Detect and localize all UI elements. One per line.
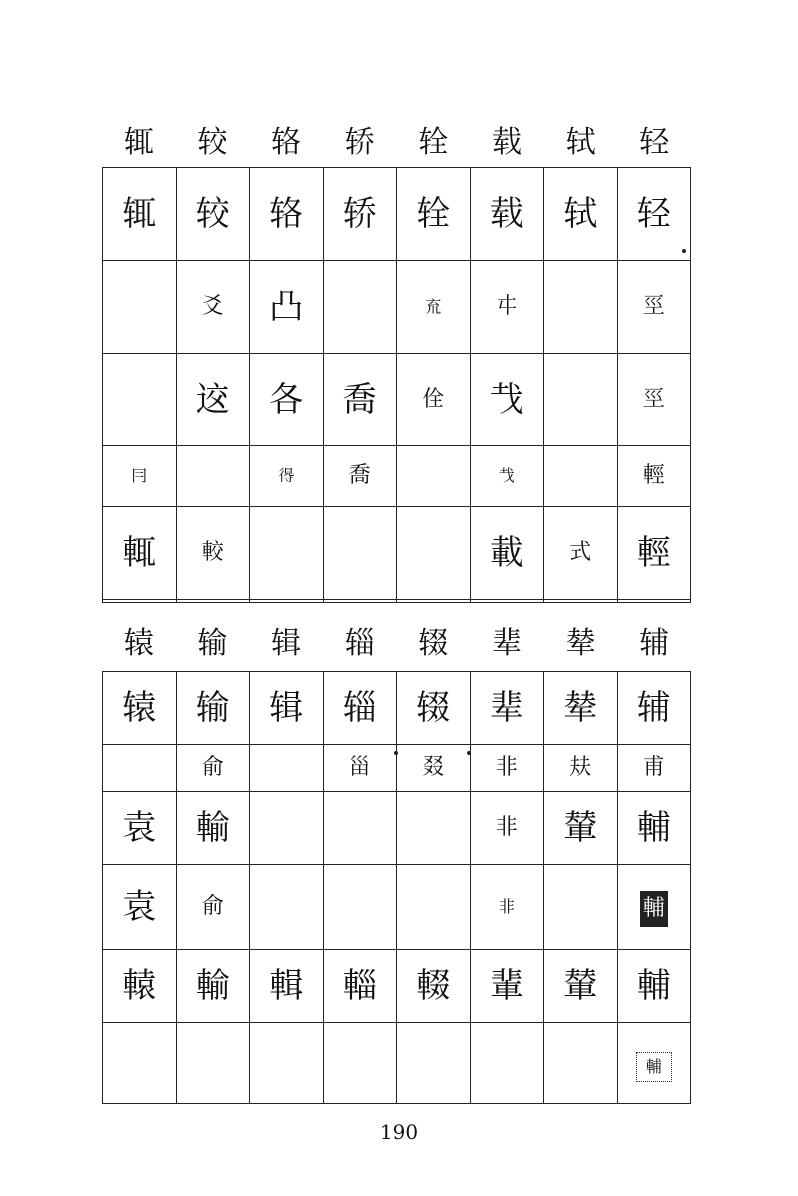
- glyph-cell: [323, 865, 397, 950]
- glyph-cell: [323, 1022, 397, 1103]
- header-char: 轼: [565, 125, 596, 160]
- glyph-cell: 輜: [323, 950, 397, 1023]
- glyph-cell: 输: [176, 672, 250, 745]
- glyph-cell: [250, 1022, 324, 1103]
- header-char: 辑: [271, 626, 302, 661]
- glyph-cell: [544, 600, 618, 603]
- glyph-cell: [250, 792, 324, 865]
- glyph-grid-top: [102, 167, 691, 603]
- glyph-row: [103, 1022, 691, 1103]
- header-char: 输: [197, 626, 228, 661]
- header-char: 辍: [418, 626, 449, 661]
- glyph-cell: 巠: [617, 353, 691, 446]
- glyph-cell: [544, 260, 618, 353]
- header-char: 辈: [491, 626, 522, 661]
- glyph-cell: 𢔶: [250, 446, 324, 507]
- glyph-row: [103, 865, 691, 950]
- glyph-row: [103, 446, 691, 507]
- glyph-cell: 𢦏: [470, 353, 544, 446]
- glyph-cell: 辁: [397, 168, 471, 261]
- glyph-cell: 辅: [617, 672, 691, 745]
- glyph-cell: [544, 865, 618, 950]
- glyph-cell: 載: [470, 507, 544, 600]
- page-number: 190: [379, 1120, 419, 1144]
- glyph-cell: 爻: [176, 260, 250, 353]
- glyph-cell: 㐄: [470, 260, 544, 353]
- glyph-row: [103, 950, 691, 1023]
- glyph-cell: [544, 353, 618, 446]
- glyph-row: [103, 672, 691, 745]
- glyph-row: [103, 792, 691, 865]
- glyph-cell: 辈: [470, 672, 544, 745]
- glyph-cell: [103, 260, 177, 353]
- glyph-cell: 轿: [323, 168, 397, 261]
- glyph-cell: 輔: [617, 792, 691, 865]
- glyph-cell: 非: [470, 792, 544, 865]
- header-char: 辇: [565, 626, 596, 661]
- glyph-cell: 輦: [544, 950, 618, 1023]
- glyph-row: [103, 353, 691, 446]
- glyph-cell: 辂: [250, 168, 324, 261]
- glyph-cell: [397, 507, 471, 600]
- glyph-cell: 甫: [617, 744, 691, 792]
- glyph-cell: 輸: [176, 950, 250, 1023]
- glyph-cell: 各: [250, 353, 324, 446]
- glyph-cell: [323, 792, 397, 865]
- glyph-cell: [323, 260, 397, 353]
- glyph-cell: 俞: [176, 865, 250, 950]
- glyph-cell: 輩: [470, 950, 544, 1023]
- glyph-cell: 輟: [397, 950, 471, 1023]
- glyph-cell: [250, 744, 324, 792]
- glyph-cell: [103, 744, 177, 792]
- glyph-row: [103, 507, 691, 600]
- glyph-cell: 較: [176, 507, 250, 600]
- glyph-row: [103, 168, 691, 261]
- header-char: 辂: [271, 125, 302, 160]
- glyph-cell: 叕: [397, 744, 471, 792]
- glyph-cell: 辄: [103, 168, 177, 261]
- seal-glyph: 輔: [640, 891, 668, 927]
- glyph-cell: 㚘: [544, 744, 618, 792]
- glyph-cell: 辎: [323, 672, 397, 745]
- header-char: 辎: [344, 626, 375, 661]
- print-speck: [467, 751, 471, 755]
- glyph-cell: 辇: [544, 672, 618, 745]
- glyph-cell: 辑: [250, 672, 324, 745]
- glyph-cell: 俞: [176, 744, 250, 792]
- glyph-cell: 輸: [176, 792, 250, 865]
- glyph-cell: 輔: [617, 950, 691, 1023]
- glyph-cell: 䢒: [176, 353, 250, 446]
- header-char: 轿: [344, 125, 375, 160]
- glyph-cell: 轻: [617, 168, 691, 261]
- glyph-cell: [103, 353, 177, 446]
- glyph-cell: [323, 600, 397, 603]
- glyph-cell: 輕: [617, 507, 691, 600]
- glyph-cell: 辕: [103, 672, 177, 745]
- glyph-cell: [544, 1022, 618, 1103]
- header-char: 辁: [418, 125, 449, 160]
- header-char: 辕: [123, 626, 154, 661]
- glyph-cell: 袁: [103, 792, 177, 865]
- glyph-cell: 载: [470, 168, 544, 261]
- glyph-cell: [397, 600, 471, 603]
- glyph-cell: 喬: [323, 353, 397, 446]
- glyph-cell: 輯: [250, 950, 324, 1023]
- glyph-cell: 非: [470, 744, 544, 792]
- glyph-cell: [397, 446, 471, 507]
- glyph-cell: [250, 507, 324, 600]
- glyph-cell: [103, 1022, 177, 1103]
- header-char: 载: [491, 125, 522, 160]
- glyph-cell: [103, 600, 177, 603]
- print-speck: [682, 249, 686, 253]
- header-row-bottom: [102, 624, 691, 664]
- glyph-cell: [250, 865, 324, 950]
- glyph-cell: [176, 600, 250, 603]
- glyph-grid-bottom: [102, 671, 691, 1104]
- glyph-cell: 佺: [397, 353, 471, 446]
- glyph-cell: 袁: [103, 865, 177, 950]
- header-row-top: [102, 123, 691, 163]
- header-char: 辄: [123, 125, 154, 160]
- glyph-cell: [470, 600, 544, 603]
- glyph-row: [103, 260, 691, 353]
- glyph-cell: [397, 865, 471, 950]
- glyph-cell: [176, 1022, 250, 1103]
- glyph-cell: 巠: [617, 260, 691, 353]
- glyph-cell: 冃: [103, 446, 177, 507]
- glyph-cell: 甾: [323, 744, 397, 792]
- glyph-cell: [617, 1022, 691, 1103]
- header-char: 较: [197, 125, 228, 160]
- glyph-cell: [617, 865, 691, 950]
- glyph-row: [103, 600, 691, 603]
- glyph-cell: 非: [470, 865, 544, 950]
- glyph-cell: 式: [544, 507, 618, 600]
- glyph-cell: 喬: [323, 446, 397, 507]
- glyph-cell: 𢦏: [470, 446, 544, 507]
- glyph-cell: 輒: [103, 507, 177, 600]
- glyph-cell: [617, 600, 691, 603]
- glyph-cell: 轅: [103, 950, 177, 1023]
- glyph-cell: 较: [176, 168, 250, 261]
- glyph-cell: 輦: [544, 792, 618, 865]
- glyph-cell: [397, 792, 471, 865]
- glyph-cell: [397, 1022, 471, 1103]
- glyph-cell: 㐬: [397, 260, 471, 353]
- glyph-cell: 輕: [617, 446, 691, 507]
- header-char: 轻: [639, 125, 670, 160]
- seal-stamp: 輔: [636, 1052, 672, 1082]
- glyph-cell: [176, 446, 250, 507]
- glyph-cell: [544, 446, 618, 507]
- glyph-cell: 轼: [544, 168, 618, 261]
- print-speck: [394, 751, 398, 755]
- glyph-cell: [250, 600, 324, 603]
- glyph-cell: 凸: [250, 260, 324, 353]
- glyph-cell: [470, 1022, 544, 1103]
- glyph-cell: [323, 507, 397, 600]
- glyph-cell: 辍: [397, 672, 471, 745]
- header-char: 辅: [639, 626, 670, 661]
